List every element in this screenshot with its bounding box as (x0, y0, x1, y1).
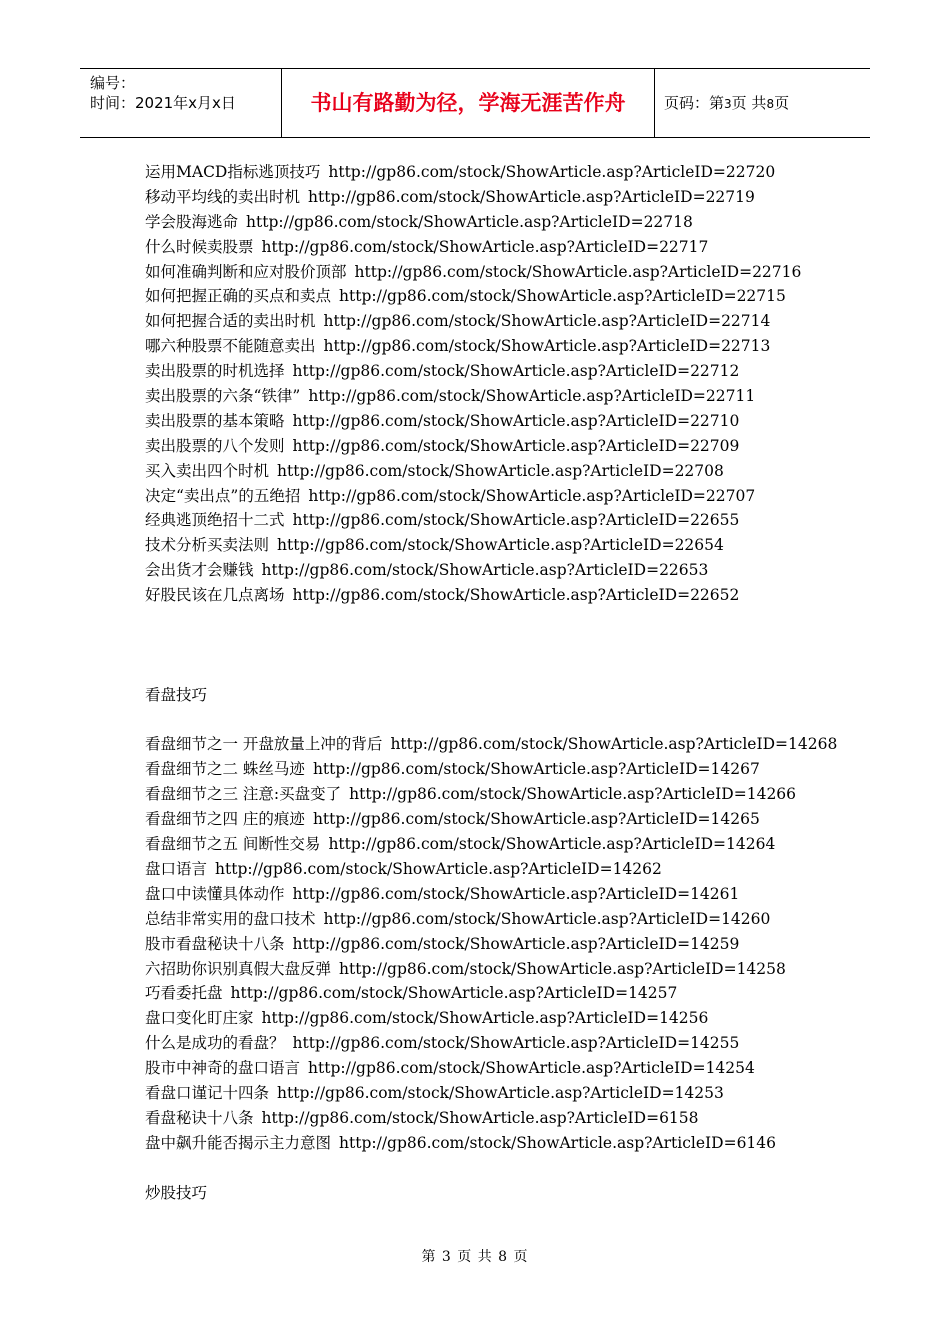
article-entry (145, 1106, 905, 1131)
section-heading: 看盘技巧 (145, 685, 208, 704)
article-entry (145, 160, 905, 185)
page-header (80, 68, 870, 138)
page-footer: 第 3 页 共 8 页 (421, 1249, 529, 1265)
article-title: 看盘细节之五 间断性交易 (145, 835, 321, 854)
article-entry (145, 1031, 905, 1056)
article-entry (145, 882, 905, 907)
article-title: 盘口语言 (145, 859, 208, 878)
article-entry (145, 384, 905, 409)
article-title: 股市中神奇的盘口语言 (145, 1059, 301, 1078)
article-entry (145, 932, 905, 957)
article-entry (145, 583, 905, 608)
article-title: 买入卖出四个时机 (145, 461, 270, 480)
article-entry (145, 957, 905, 982)
article-url[interactable]: http://gp86.com/stock/ShowArticle.asp?ArticleID=22653 (261, 561, 709, 580)
blank-line (145, 1156, 905, 1181)
article-url[interactable]: http://gp86.com/stock/ShowArticle.asp?ArticleID=6146 (339, 1133, 777, 1152)
article-url[interactable]: http://gp86.com/stock/ShowArticle.asp?ArticleID=22717 (261, 237, 709, 256)
page-total: 8 (766, 97, 775, 111)
article-entry (145, 409, 905, 434)
article-url[interactable]: http://gp86.com/stock/ShowArticle.asp?ArticleID=22716 (354, 262, 802, 281)
article-url[interactable]: http://gp86.com/stock/ShowArticle.asp?ArticleID=22713 (323, 337, 771, 356)
article-entry (145, 459, 905, 484)
article-url[interactable]: http://gp86.com/stock/ShowArticle.asp?ArticleID=22714 (323, 312, 771, 331)
blank-line (145, 708, 905, 733)
header-meta (90, 73, 236, 113)
page-prefix: 页码：第 (664, 94, 725, 112)
article-title: 什么是成功的看盘？ (145, 1034, 285, 1053)
article-url[interactable]: http://gp86.com/stock/ShowArticle.asp?ArticleID=14254 (308, 1059, 755, 1078)
article-entry (145, 558, 905, 583)
article-entry (145, 1081, 905, 1106)
article-title: 六招助你识别真假大盘反弹 (145, 959, 332, 978)
page-current: 3 (724, 97, 732, 111)
article-title: 会出货才会赚钱 (145, 561, 254, 580)
article-url[interactable]: http://gp86.com/stock/ShowArticle.asp?ArticleID=22715 (339, 287, 786, 306)
article-url[interactable]: http://gp86.com/stock/ShowArticle.asp?ArticleID=22655 (292, 511, 740, 530)
article-entry (145, 1006, 905, 1031)
article-title: 盘口变化盯庄家 (145, 1009, 254, 1028)
article-url[interactable]: http://gp86.com/stock/ShowArticle.asp?ArticleID=14268 (390, 735, 838, 754)
article-title: 盘口中读懂具体动作 (145, 884, 285, 903)
article-entry (145, 732, 905, 757)
article-title: 卖出股票的时机选择 (145, 362, 285, 381)
article-url[interactable]: http://gp86.com/stock/ShowArticle.asp?ArticleID=22711 (308, 387, 756, 406)
article-title: 运用MACD指标逃顶技巧 (145, 163, 321, 181)
article-entry (145, 210, 905, 235)
article-title: 看盘细节之三 注意:买盘变了 (145, 785, 342, 804)
section2-list (145, 732, 905, 1155)
time-label: 时间：2021年x月x日 (90, 94, 236, 112)
article-url[interactable]: http://gp86.com/stock/ShowArticle.asp?ArticleID=14253 (277, 1083, 724, 1102)
blank-line (145, 658, 905, 683)
article-entry (145, 334, 905, 359)
article-url[interactable]: http://gp86.com/stock/ShowArticle.asp?ArticleID=22652 (292, 586, 740, 605)
article-url[interactable]: http://gp86.com/stock/ShowArticle.asp?ArticleID=14262 (215, 859, 662, 878)
section-heading: 炒股技巧 (145, 1183, 208, 1202)
article-title: 如何准确判断和应对股价顶部 (145, 262, 347, 281)
article-url[interactable]: http://gp86.com/stock/ShowArticle.asp?ArticleID=14266 (349, 785, 797, 804)
article-entry (145, 185, 905, 210)
article-title: 好股民该在几点离场 (145, 586, 285, 605)
article-url[interactable]: http://gp86.com/stock/ShowArticle.asp?ArticleID=14260 (323, 909, 771, 928)
article-url[interactable]: http://gp86.com/stock/ShowArticle.asp?ArticleID=22708 (277, 461, 724, 480)
article-title: 股市看盘秘诀十八条 (145, 934, 285, 953)
article-title: 卖出股票的基本策略 (145, 411, 285, 430)
article-entry (145, 857, 905, 882)
article-url[interactable]: http://gp86.com/stock/ShowArticle.asp?ArticleID=22710 (292, 411, 740, 430)
article-entry (145, 533, 905, 558)
article-entry (145, 757, 905, 782)
article-title: 看盘口谨记十四条 (145, 1083, 270, 1102)
article-url[interactable]: http://gp86.com/stock/ShowArticle.asp?ArticleID=22654 (277, 536, 724, 555)
article-entry (145, 309, 905, 334)
article-url[interactable]: http://gp86.com/stock/ShowArticle.asp?ArticleID=14255 (292, 1034, 740, 1053)
article-title: 经典逃顶绝招十二式 (145, 511, 285, 530)
article-entry (145, 235, 905, 260)
article-title: 看盘细节之四 庄的痕迹 (145, 810, 305, 829)
header-motto: 书山有路勤为径，学海无涯苦作舟 (310, 91, 626, 115)
article-url[interactable]: http://gp86.com/stock/ShowArticle.asp?ArticleID=14257 (230, 984, 678, 1003)
article-url[interactable]: http://gp86.com/stock/ShowArticle.asp?ArticleID=22719 (308, 187, 755, 206)
blank-line (145, 633, 905, 658)
section1-list (145, 160, 905, 608)
article-title: 技术分析买卖法则 (145, 536, 270, 555)
article-url[interactable]: http://gp86.com/stock/ShowArticle.asp?ArticleID=14264 (328, 835, 776, 854)
article-title: 移动平均线的卖出时机 (145, 187, 301, 206)
header-page-number (664, 93, 789, 114)
article-title: 看盘细节之一 开盘放量上冲的背后 (145, 735, 383, 754)
article-title: 卖出股票的六条“铁律” (145, 387, 301, 406)
article-url[interactable]: http://gp86.com/stock/ShowArticle.asp?ArticleID=22712 (292, 362, 740, 381)
page-middle: 页 共 (731, 94, 767, 112)
article-url[interactable]: http://gp86.com/stock/ShowArticle.asp?ArticleID=6158 (261, 1108, 699, 1127)
article-url[interactable]: http://gp86.com/stock/ShowArticle.asp?ArticleID=14267 (312, 760, 760, 779)
article-url[interactable]: http://gp86.com/stock/ShowArticle.asp?ArticleID=14258 (339, 959, 786, 978)
article-entry (145, 981, 905, 1006)
article-title: 巧看委托盘 (145, 984, 223, 1003)
blank-line (145, 608, 905, 633)
article-entry (145, 782, 905, 807)
article-entry (145, 508, 905, 533)
article-title: 看盘细节之二 蛛丝马迹 (145, 760, 305, 779)
article-title: 学会股海逃命 (145, 212, 239, 231)
article-entry (145, 434, 905, 459)
header-divider (654, 69, 655, 137)
article-title: 总结非常实用的盘口技术 (145, 909, 316, 928)
article-url[interactable]: http://gp86.com/stock/ShowArticle.asp?ArticleID=14259 (292, 934, 740, 953)
article-entry (145, 807, 905, 832)
article-title: 如何把握正确的买点和卖点 (145, 287, 332, 306)
article-url[interactable]: http://gp86.com/stock/ShowArticle.asp?ArticleID=22720 (328, 163, 776, 181)
article-url[interactable]: http://gp86.com/stock/ShowArticle.asp?ArticleID=14256 (261, 1009, 709, 1028)
article-entry (145, 484, 905, 509)
article-entry (145, 359, 905, 384)
document-body (145, 160, 905, 1205)
article-entry (145, 1056, 905, 1081)
article-title: 什么时候卖股票 (145, 237, 254, 256)
article-title: 决定“卖出点”的五绝招 (145, 486, 301, 505)
article-entry (145, 284, 905, 309)
article-url[interactable]: http://gp86.com/stock/ShowArticle.asp?ArticleID=22707 (308, 486, 756, 505)
article-entry (145, 832, 905, 857)
article-url[interactable]: http://gp86.com/stock/ShowArticle.asp?ArticleID=22709 (292, 436, 740, 455)
article-title: 哪六种股票不能随意卖出 (145, 337, 316, 356)
article-entry (145, 1131, 905, 1156)
number-label: 编号： (90, 74, 136, 92)
article-entry (145, 907, 905, 932)
article-title: 盘中飙升能否揭示主力意图 (145, 1133, 332, 1152)
article-title: 卖出股票的八个发则 (145, 436, 285, 455)
article-url[interactable]: http://gp86.com/stock/ShowArticle.asp?ArticleID=22718 (246, 212, 693, 231)
page-suffix: 页 (774, 94, 790, 112)
article-title: 看盘秘诀十八条 (145, 1108, 254, 1127)
article-entry (145, 260, 905, 285)
article-title: 如何把握合适的卖出时机 (145, 312, 316, 331)
article-url[interactable]: http://gp86.com/stock/ShowArticle.asp?ArticleID=14261 (292, 884, 740, 903)
article-url[interactable]: http://gp86.com/stock/ShowArticle.asp?ArticleID=14265 (312, 810, 760, 829)
